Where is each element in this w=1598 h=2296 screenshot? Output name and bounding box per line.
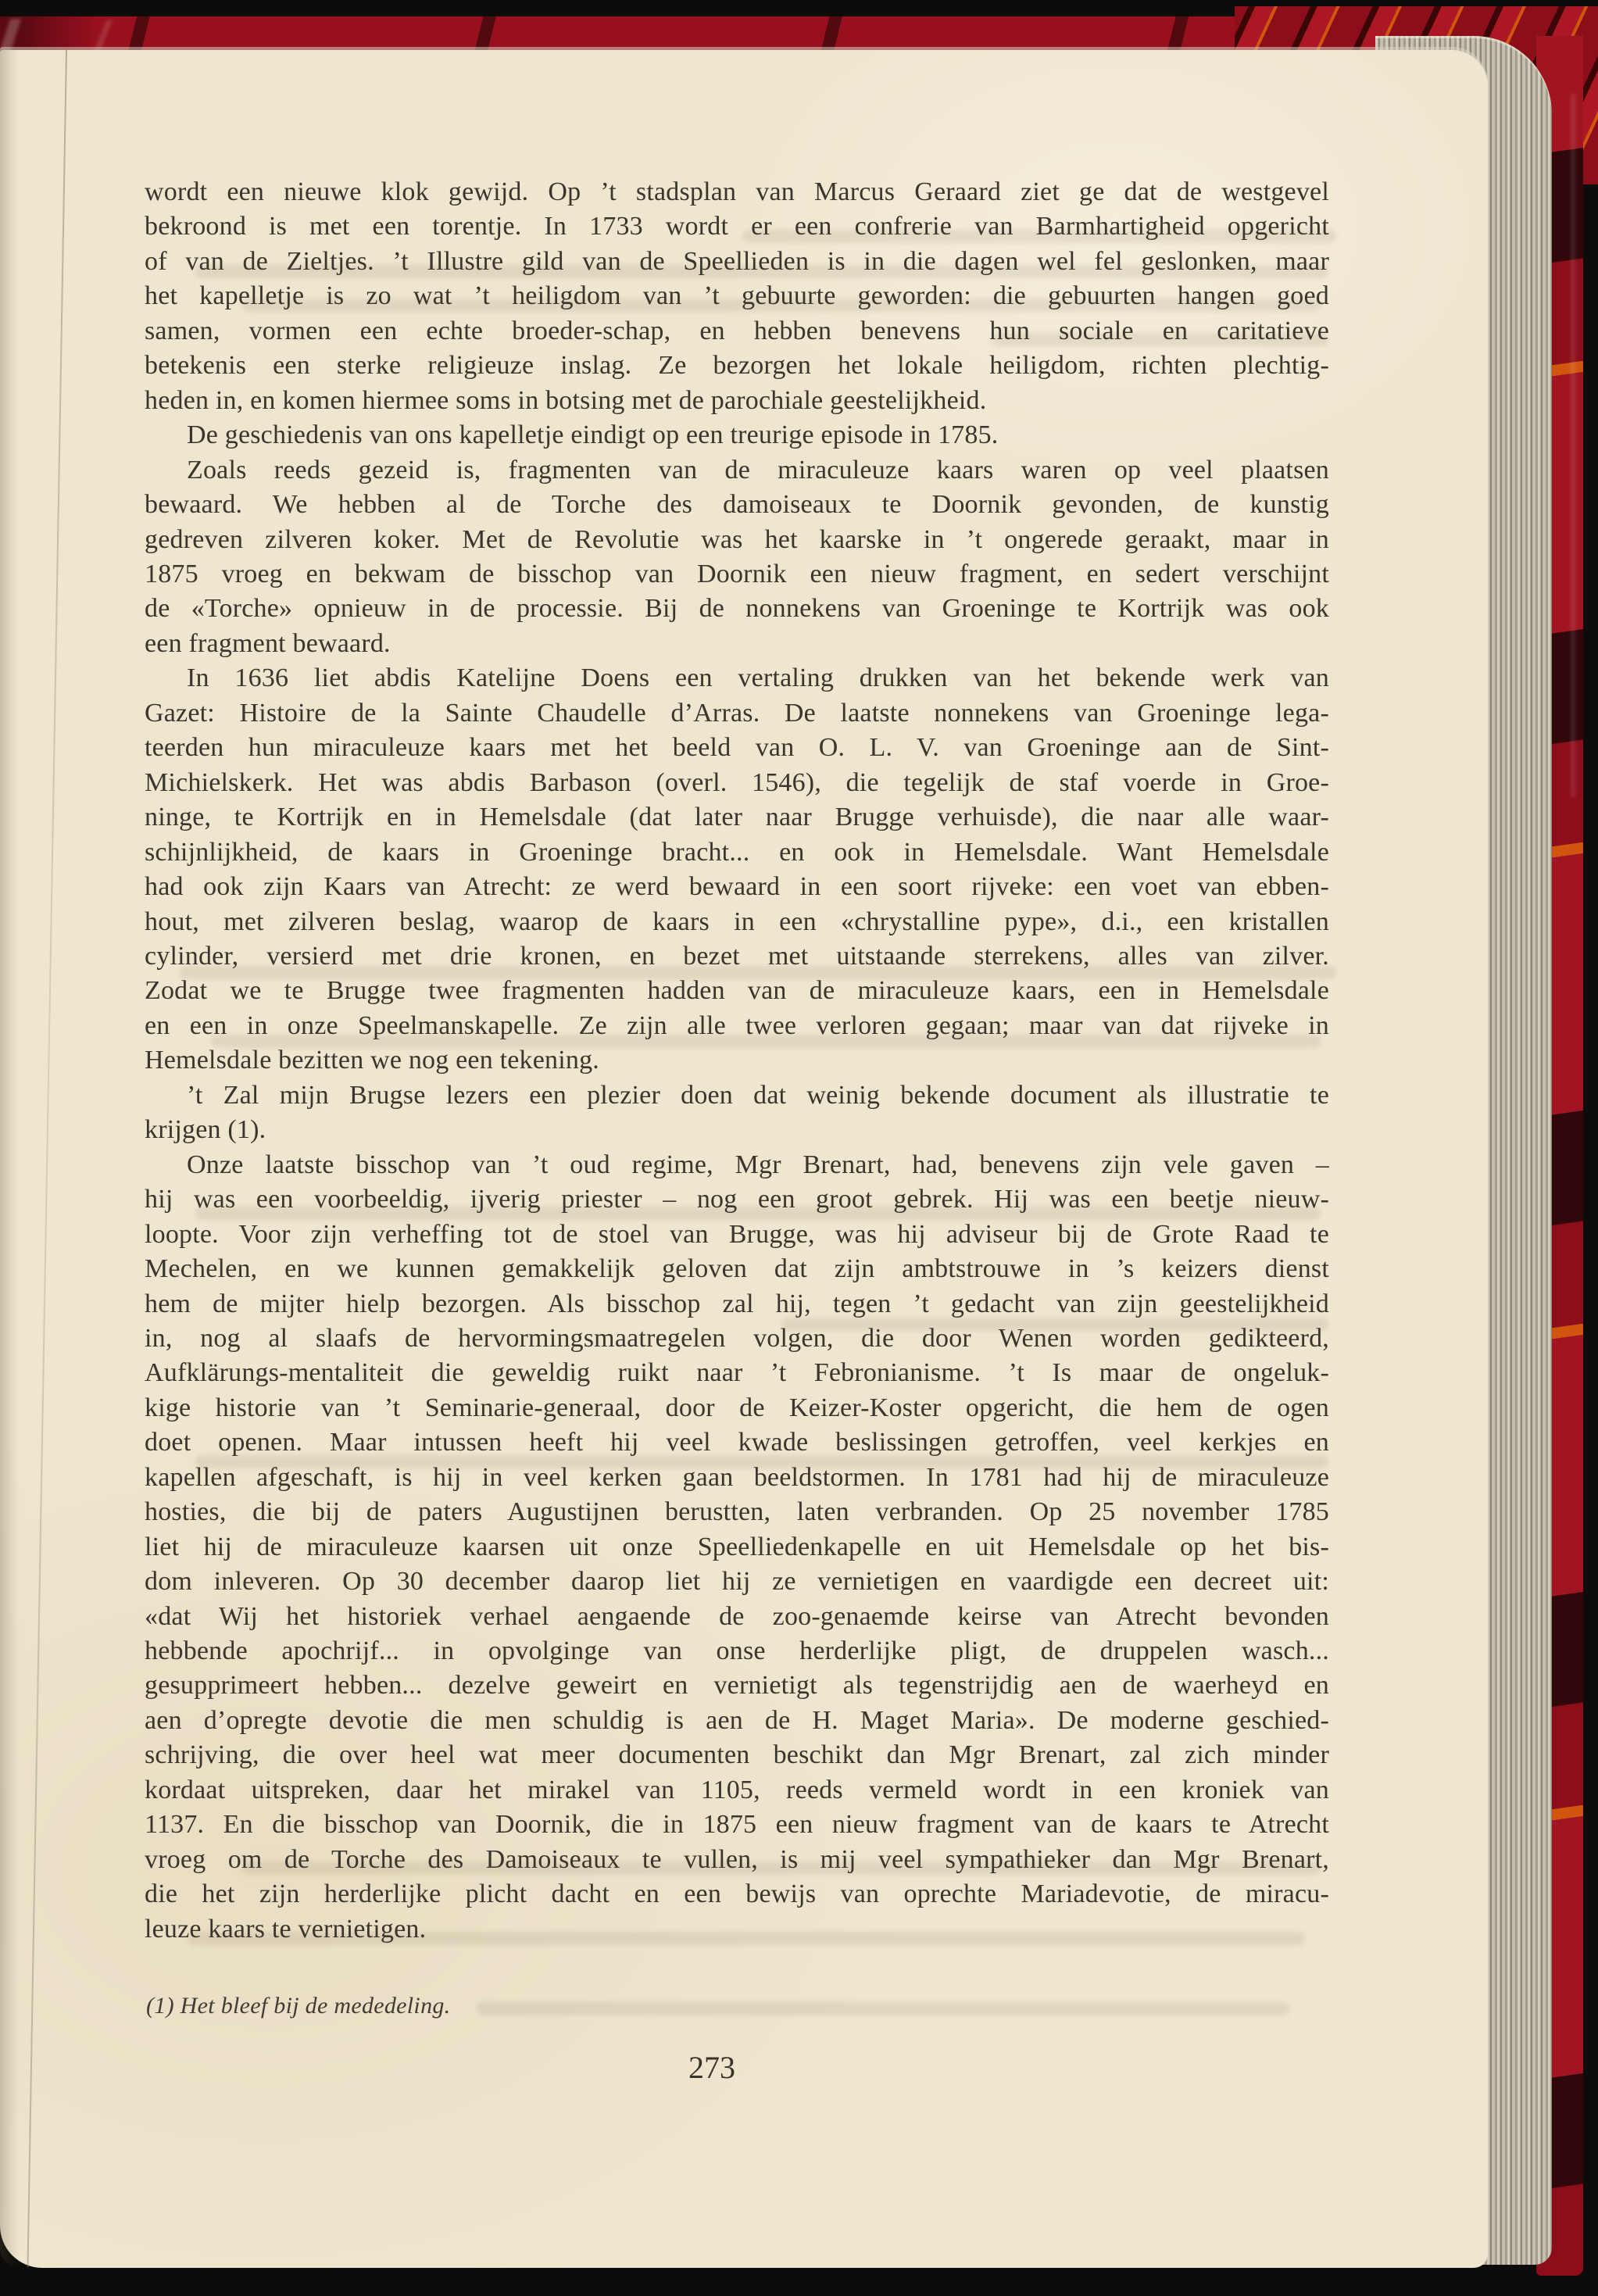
text-line: leuze kaars te vernietigen. xyxy=(145,1914,427,1944)
text-line: gedreven zilveren koker. Met de Revolutie was het kaarske in ’t ongerede geraakt, maar in xyxy=(145,524,1329,554)
text-line: aen d’opregte devotie die men schuldig is aen de H. Maget Maria». De moderne geschied- xyxy=(145,1705,1329,1735)
text-line: doet openen. Maar intussen heeft hij veel kwade beslissingen getroffen, veel kerkjes en xyxy=(145,1428,1329,1457)
text-line: bekroond is met een torentje. In 1733 wordt er een confrerie van Barmhartigheid opgericht xyxy=(145,212,1329,241)
text-line: en een in onze Speelmanskapelle. Ze zijn alle twee verloren gegaan; maar van dat rijveke in xyxy=(145,1010,1329,1040)
text-line: die het zijn herderlijke plicht dacht en een bewijs van oprechte Mariadevotie, de miracu- xyxy=(145,1879,1329,1909)
page-text-block xyxy=(145,175,1329,1947)
text-line: Michielskerk. Het was abdis Barbason (overl. 1546), die tegelijk de staf voerde in Groe- xyxy=(145,767,1329,797)
text-line: krijgen (1). xyxy=(145,1115,266,1145)
text-line: ’t Zal mijn Brugse lezers een plezier doen dat weinig bekende document als illustratie te xyxy=(187,1080,1329,1110)
gutter-shadow xyxy=(0,50,20,2268)
text-line: De geschiedenis van ons kapelletje eindigt op een treurige episode in 1785. xyxy=(187,420,999,450)
text-line: Hemelsdale bezitten we nog een tekening. xyxy=(145,1046,599,1075)
text-line: dom inleveren. Op 30 december daarop liet hij ze vernietigen en vaardigde een decreet uit: xyxy=(145,1567,1329,1597)
text-line: 1875 vroeg en bekwam de bisschop van Doornik een nieuw fragment, en sedert verschijnt xyxy=(145,559,1329,588)
text-line: teerden hun miraculeuze kaars met het beeld van O. L. V. van Groeninge aan de Sint- xyxy=(145,733,1329,763)
text-line: 1137. En die bisschop van Doornik, die in 1875 een nieuw fragment van de kaars te Atrecht xyxy=(145,1810,1329,1840)
text-line: betekenis een sterke religieuze inslag. Ze bezorgen het lokale heiligdom, richten plechtig- xyxy=(145,351,1329,381)
text-line: liet hij de miraculeuze kaarsen uit onze Speelliedenkapelle en uit Hemelsdale op het bis- xyxy=(145,1532,1329,1561)
text-line: gesupprimeert hebben... dezelve geweirt en vernietigt als tegenstrijdig aen de waerheyd en xyxy=(145,1671,1329,1701)
book-page xyxy=(0,50,1488,2268)
footnote: (1) Het bleef bij de mededeling. xyxy=(146,1993,451,2019)
text-line: Zoals reeds gezeid is, fragmenten van de miraculeuze kaars waren op veel plaatsen xyxy=(187,455,1329,485)
text-line: een fragment bewaard. xyxy=(145,628,391,658)
text-line: wordt een nieuwe klok gewijd. Op ’t stadsplan van Marcus Geraard ziet ge dat de westgevel xyxy=(145,177,1329,206)
text-line: kige historie van ’t Seminarie-generaal, door de Keizer-Koster opgericht, die hem de ogen xyxy=(145,1393,1329,1422)
text-line: Gazet: Histoire de la Sainte Chaudelle d’Arras. De laatste nonnekens van Groeninge lega- xyxy=(145,698,1329,728)
text-line: kordaat uitspreken, daar het mirakel van 1105, reeds vermeld wordt in een kroniek van xyxy=(145,1775,1329,1804)
text-line: kapellen afgeschaft, is hij in veel kerken gaan beeldstormen. In 1781 had hij de miraculeuze xyxy=(145,1462,1329,1492)
text-line: bewaard. We hebben al de Torche des damoiseaux te Doornik gevonden, de kunstig xyxy=(145,490,1329,520)
text-line: Aufklärungs-mentaliteit die geweldig ruikt naar ’t Febronianisme. ’t Is maar de ongeluk- xyxy=(145,1358,1329,1388)
text-line: hosties, die bij de paters Augustijnen berustten, laten verbranden. Op 25 november 1785 xyxy=(145,1497,1329,1527)
text-line: hij was een voorbeeldig, ijverig priester – nog een groot gebrek. Hij was een beetje nieuw- xyxy=(145,1185,1329,1214)
text-line: samen, vormen een echte broeder-schap, en hebben benevens hun sociale en caritatieve xyxy=(145,316,1329,345)
text-line: Onze laatste bisschop van ’t oud regime, Mgr Brenart, had, benevens zijn vele gaven – xyxy=(187,1150,1329,1179)
text-line: hem de mijter hielp bezorgen. Als bisschop zal hij, tegen ’t gedacht van zijn geestelijkheid xyxy=(145,1289,1329,1318)
text-line: had ook zijn Kaars van Atrecht: ze werd bewaard in een soort rijveke: een voet van ebben- xyxy=(145,872,1329,902)
page-number: 273 xyxy=(688,2050,735,2085)
text-line: vroeg om de Torche des Damoiseaux te vullen, is mij veel sympathieker dan Mgr Brenart, xyxy=(145,1844,1329,1874)
text-line: of van de Zieltjes. ’t Illustre gild van de Speellieden is in die dagen wel fel geslonken, maar xyxy=(145,246,1329,276)
text-line: hout, met zilveren beslag, waarop de kaars in een «chrystalline pype», d.i., een kristallen xyxy=(145,907,1329,936)
text-line: Zodat we te Brugge twee fragmenten hadden van de miraculeuze kaars, een in Hemelsdale xyxy=(145,976,1329,1006)
text-line: heden in, en komen hiermee soms in botsing met de parochiale geestelijkheid. xyxy=(145,385,987,415)
bleedthrough-smudge xyxy=(477,2002,1289,2015)
text-line: in, nog al slaafs de hervormingsmaatregelen volgen, die door Wenen worden gedikteerd, xyxy=(145,1323,1329,1353)
text-line: «dat Wij het historiek verhael aengaende de zoo-genaemde keirse van Atrecht bevonden xyxy=(145,1601,1329,1631)
page-crease-line xyxy=(27,50,67,2268)
text-line: schijnlijkheid, de kaars in Groeninge bracht... en ook in Hemelsdale. Want Hemelsdale xyxy=(145,837,1329,867)
text-line: Mechelen, en we kunnen gemakkelijk geloven dat zijn ambtstrouwe in ’s keizers dienst xyxy=(145,1254,1329,1284)
text-line: schrijving, die over heel wat meer documenten beschikt dan Mgr Brenart, zal zich minder xyxy=(145,1740,1329,1770)
text-line: de «Torche» opnieuw in de processie. Bij de nonnekens van Groeninge te Kortrijk was ook xyxy=(145,594,1329,624)
text-line: hebbende apochrijf... in opvolginge van onse herderlijke pligt, de druppelen wasch... xyxy=(145,1636,1329,1666)
text-line: In 1636 liet abdis Katelijne Doens een vertaling drukken van het bekende werk van xyxy=(187,663,1329,693)
text-line: ninge, te Kortrijk en in Hemelsdale (dat later naar Brugge verhuisde), die naar alle waar- xyxy=(145,803,1329,832)
plastic-wrap-glint xyxy=(1571,94,1575,797)
text-line: loopte. Voor zijn verheffing tot de stoel van Brugge, was hij adviseur bij de Grote Raad te xyxy=(145,1219,1329,1249)
text-line: het kapelletje is zo wat ’t heiligdom van ’t gebuurte geworden: die gebuurten hangen goed xyxy=(145,281,1329,311)
text-line: cylinder, versierd met drie kronen, en bezet met uitstaande sterrekens, alles van zilver. xyxy=(145,941,1329,971)
